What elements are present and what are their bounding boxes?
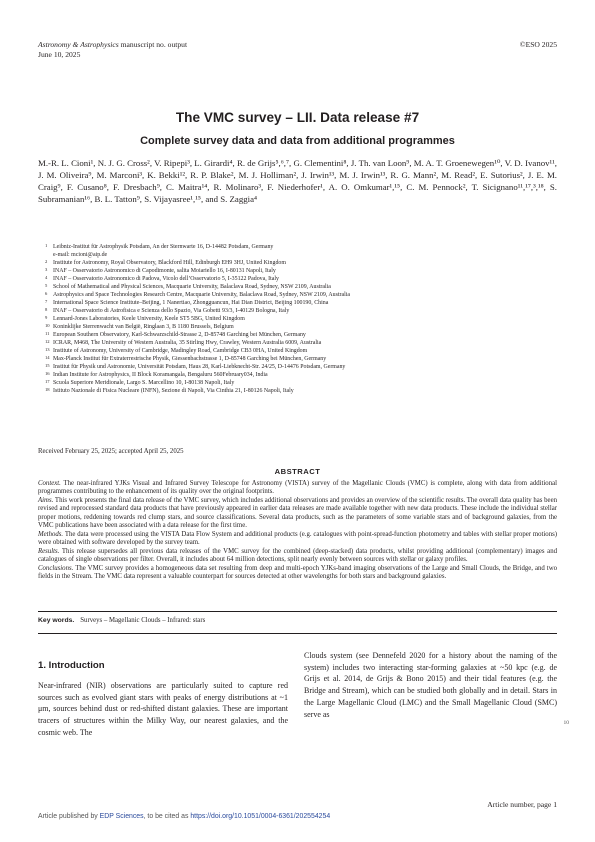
affiliation-list: [38, 243, 557, 395]
affiliation-text: School of Mathematical and Physical Sciences, Macquarie University, Balaclava Road, Sydney, NSW 2109, Australia: [53, 284, 331, 290]
affiliation-number: 2: [45, 259, 48, 264]
running-header: [38, 40, 187, 60]
affiliation-number: 4: [45, 275, 48, 280]
header-date: June 10, 2025: [38, 50, 81, 59]
affiliation-text: ICRAR, M468, The University of Western Australia, 35 Stirling Hwy, Crawley, Western Australia 6009, Australia: [53, 340, 322, 346]
affiliation-item: [38, 299, 557, 307]
affiliation-text: Koninklijke Sterrenwacht van België, Ringlaan 3, B 1180 Brussels, Belgium: [53, 324, 234, 330]
affiliation-item: [38, 259, 557, 267]
affiliation-item: [38, 339, 557, 347]
affiliation-item: [38, 291, 557, 299]
abstract-top-rule: [38, 611, 557, 612]
affiliation-number: 8: [45, 307, 48, 312]
affiliation-item: [38, 275, 557, 283]
abstract-context: Context. The near-infrared YJKs Visual and Infrared Survey Telescope for Astronomy (VISTA) survey of the Magellanic Clouds (VMC) is complete, along with data from additional programmes contributing to the enhancement of its quality over the original footprints.: [38, 480, 557, 496]
paper-title: The VMC survey – LII. Data release #7: [175, 110, 420, 125]
manuscript-number: manuscript no. output: [120, 40, 188, 49]
abstract-methods: Methods. The data were processed using the VISTA Data Flow System and additional products (e.g. catalogues with point-spread-function photometry and tables with stellar proper motions) were obtained with software developed by the survey team.: [38, 530, 557, 547]
affiliation-item: [38, 363, 557, 371]
keywords-label: Key words.: [38, 617, 75, 624]
affiliation-text: Indian Institute for Astrophysics, II Block Koramangala, Bengaluru 560February034, India: [53, 372, 268, 378]
body-column-right: Clouds system (see Dennefeld 2020 for a history about the naming of the system) includes two interacting star-forming galaxies at ~50 kpc (e.g. de Grijs et al. 2014, de Grijs & Bono 2015) and their tidal features (e.g. the Bridge and Stream), which can be studied both globally and in detail. Stars in the Large Magellanic Cloud (LMC) and the Small Magellanic Cloud (SMC) serve as: [304, 651, 557, 719]
affiliation-item: [38, 251, 557, 259]
affiliation-number: 6: [45, 291, 48, 296]
abstract-results: Results. This release supersedes all previous data releases of the VMC survey for the combined (deep-stacked) data products, whilst providing additional (complementary) images and catalogues of single observations per filter. Overall, it includes about 64 million detections, split nearly evenly between sources with stellar or galaxy profiles.: [38, 547, 557, 564]
affiliation-text: Institut für Physik und Astronomie, Universität Potsdam, Haus 28, Karl-Liebknecht-Str. 24/25, D-14476 Potsdam, Germany: [53, 364, 346, 370]
affiliation-number: 18: [45, 387, 50, 392]
copyright: ©ESO 2025: [519, 40, 557, 49]
affiliation-item: [38, 315, 557, 323]
doi-link[interactable]: https://doi.org/10.1051/0004-6361/202554254: [190, 813, 331, 820]
page-footer: Article number, page 1: [487, 800, 557, 809]
affiliation-number: 3: [45, 267, 48, 272]
affiliation-item: [38, 371, 557, 379]
author-list: M.-R. L. Cioni¹, N. J. G. Cross², V. Ripepi³, L. Girardi⁴, R. de Grijs⁵,⁶,⁷, G. Clementini⁸, J. Th. van Loon⁹, M. A. T. Groenewegen¹⁰, V. D. Ivanov¹¹, J. M. Oliveira⁹, M. Marconi³, K. Bekki¹², R. P. Blake², M. J. Holliman², J. Irwin¹³, M. J. Irwin¹³, R. G. Mann², M. Read², E. Sutorius², J. E. M. Craig⁹, F. Cusano⁸, F. Dresbach⁹, C. Maitra¹⁴, R. Molinaro³, F. Niederhofer¹, A. O. Omkumar¹,¹⁵, C. M. Pennock², T. Sicignano¹¹,¹⁷,³,¹⁸, S. Subramanian¹⁶, B. L. Tatton⁹, S. Vijayasree¹,¹⁵, and S. Zaggia⁴: [38, 158, 557, 204]
affiliation-text: Scuola Superiore Meridionale, Largo S. Marcellino 10, I-80138 Napoli, Italy: [53, 380, 235, 386]
affiliation-text: Institute for Astronomy, Royal Observatory, Blackford Hill, Edinburgh EH9 3HJ, United Kingdom: [53, 260, 286, 266]
affiliation-item: [38, 267, 557, 275]
affiliation-item: [38, 387, 557, 395]
body-column-left: Near-infrared (NIR) observations are particularly suited to capture red sources such as evolved giant stars with peaks of energy distributions at ~1 μm, sources behind dust or red-shifted distant galaxies. These are important tracers of structures within the Milky Way, our nearest galaxies, and the cosmic web. The: [38, 681, 288, 737]
affiliation-text: e-mail: mcioni@aip.de: [53, 252, 108, 258]
affiliation-number: 7: [45, 299, 48, 304]
section-heading-introduction: 1. Introduction: [38, 660, 105, 671]
keywords-rule: [38, 633, 557, 634]
affiliation-number: 17: [45, 379, 50, 384]
affiliation-text: INAF – Osservatorio Astronomico di Capodimonte, salita Moiariello 16, I-80131 Napoli, Italy: [53, 268, 276, 274]
affiliation-text: INAF – Osservatorio di Astrofisica e Scienza dello Spazio, Via Gobetti 93/3, I-40129 Bologna, Italy: [53, 308, 290, 314]
affiliation-number: 13: [45, 347, 50, 352]
affiliation-text: INAF – Osservatorio Astronomico di Padova, Vicolo dell’Osservatorio 5, I-35122 Padova, Italy: [53, 276, 279, 282]
affiliation-number: 11: [45, 331, 50, 336]
abstract-heading: ABSTRACT: [274, 467, 321, 476]
affiliation-text: Istituto Nazionale di Fisica Nucleare (INFN), Sezione di Napoli, Via Cinthia 21, I-80126 Napoli, Italy: [53, 388, 294, 394]
abstract-conclusions: Conclusions. The VMC survey provides a homogeneous data set resulting from deep and multi-epoch YJKs-band imaging observations of the Large and Small Clouds, the Bridge, and two fields in the Stream. The VMC data represent a valuable counterpart for sources detected at other wavelengths for both stars and background galaxies.: [38, 564, 557, 580]
affiliation-number: 14: [45, 355, 50, 360]
affiliation-number: 16: [45, 371, 50, 376]
affiliation-text: Max-Planck Institut für Extraterrestrische Physik, Giessenbachstrasse 1, D-85748 Garching bei München, Germany: [53, 356, 327, 362]
affiliation-item: [38, 355, 557, 363]
affiliation-item: [38, 347, 557, 355]
affiliation-number: 12: [45, 339, 50, 344]
paper-subtitle: Complete survey data and data from additional programmes: [140, 135, 455, 147]
affiliation-text: Lennard-Jones Laboratories, Keele University, Keele ST5 5BG, United Kingdom: [53, 316, 245, 322]
affiliation-text: International Space Science Institute–Beijing, 1 Nanertiao, Zhongguancun, Hai Dian District, Beijing 100190, China: [53, 300, 329, 306]
affiliation-item: [38, 243, 557, 251]
affiliation-text: European Southern Observatory, Karl-Schwarzschild-Strasse 2, D-85748 Garching bei München, Germany: [53, 332, 306, 338]
affiliation-number: 15: [45, 363, 50, 368]
journal-name: Astronomy & Astrophysics: [38, 40, 119, 49]
affiliation-text: Astrophysics and Space Technologies Research Centre, Macquarie University, Balaclava Road, Sydney, NSW 2109, Australia: [53, 292, 350, 298]
affiliation-number: 10: [45, 323, 50, 328]
affiliation-item: [38, 331, 557, 339]
affiliation-number: 1: [45, 243, 48, 248]
affiliation-number: 5: [45, 283, 48, 288]
publication-notice: Article published by EDP Sciences, to be cited as https://doi.org/10.1051/0004-6361/202554254: [38, 813, 331, 820]
affiliation-text: Leibniz-Institut für Astrophysik Potsdam, An der Sternwarte 16, D-14482 Potsdam, Germany: [53, 244, 274, 250]
received-dates: Received February 25, 2025; accepted April 25, 2025: [38, 448, 184, 455]
affiliation-item: [38, 379, 557, 387]
affiliation-item: [38, 323, 557, 331]
affiliation-item: [38, 283, 557, 291]
keywords: [38, 617, 205, 624]
affiliation-item: [38, 307, 557, 315]
affiliation-text: Institute of Astronomy, University of Cambridge, Madingley Road, Cambridge CB3 0HA, United Kingdom: [53, 348, 308, 354]
line-number: 10: [563, 720, 569, 726]
affiliation-number: 9: [45, 315, 48, 320]
publisher-link[interactable]: EDP Sciences: [99, 813, 144, 820]
abstract-aims: Aims. This work presents the final data release of the VMC survey, which includes additional observations and provides an overview of the scientific results. The overall data quality has been revised and reprocessed standard data products that have previously appeared in earlier data releases are made available together with new data products. These include the individual stellar proper motions, reddening towards red clump stars, and source classifications. Several data products, such as the parameters of some variable stars and of background galaxies, from the VMC publications have been associated with a data release for the first time.: [38, 496, 557, 530]
keywords-text: Surveys – Magellanic Clouds – Infrared: stars: [80, 617, 206, 624]
abstract-body: [38, 480, 557, 581]
